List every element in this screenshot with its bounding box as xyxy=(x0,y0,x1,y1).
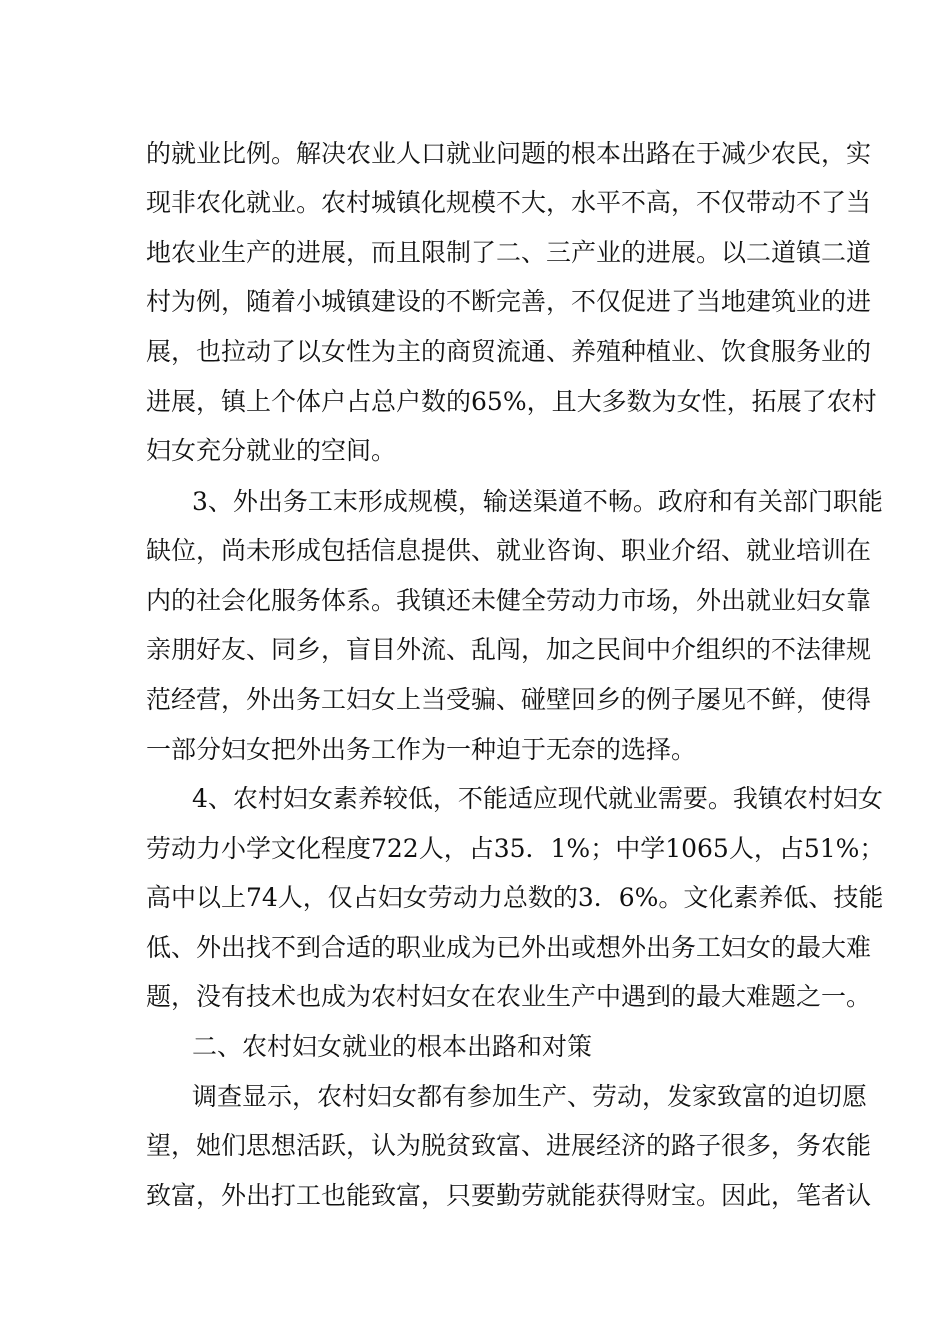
text-line: 题，没有技术也成为农村妇女在农业生产中遇到的最大难题之一。 xyxy=(146,982,872,1011)
text-line: 劳动力小学文化程度722人，占35．1%；中学1065人，占51%； xyxy=(146,834,885,863)
text-line: 亲朋好友、同乡，盲目外流、乱闯，加之民间中介组织的不法律规 xyxy=(146,635,872,664)
text-line: 地农业生产的进展，而且限制了二、三产业的进展。以二道镇二道 xyxy=(146,238,872,267)
text-line: 妇女充分就业的空间。 xyxy=(146,436,397,465)
text-line: 进展，镇上个体户占总户数的65%，且大多数为女性，拓展了农村 xyxy=(146,387,877,416)
text-line: 一部分妇女把外出务工作为一种迫于无奈的选择。 xyxy=(146,735,697,764)
text-line: 范经营，外出务工妇女上当受骗、碰壁回乡的例子屡见不鲜，使得 xyxy=(146,685,872,714)
text-line: 缺位，尚未形成包括信息提供、就业咨询、职业介绍、就业培训在 xyxy=(146,536,872,565)
text-line: 低、外出找不到合适的职业成为已外出或想外出务工妇女的最大难 xyxy=(146,933,872,962)
paragraph-start-line: 4、农村妇女素养较低，不能适应现代就业需要。我镇农村妇女 xyxy=(192,784,883,813)
section-heading: 二、农村妇女就业的根本出路和对策 xyxy=(192,1032,593,1061)
paragraph-start-line: 调查显示，农村妇女都有参加生产、劳动，发家致富的迫切愿 xyxy=(192,1082,868,1111)
text-line: 高中以上74人，仅占妇女劳动力总数的3．6%。文化素养低、技能 xyxy=(146,883,884,912)
text-line: 致富，外出打工也能致富，只要勤劳就能获得财宝。因此，笔者认 xyxy=(146,1181,872,1210)
paragraph-start-line: 3、外出务工末形成规模，输送渠道不畅。政府和有关部门职能 xyxy=(192,487,883,516)
text-line: 内的社会化服务体系。我镇还未健全劳动力市场，外出就业妇女靠 xyxy=(146,586,872,615)
text-line: 现非农化就业。农村城镇化规模不大，水平不高，不仅带动不了当 xyxy=(146,188,872,217)
text-line: 望，她们思想活跃，认为脱贫致富、进展经济的路子很多，务农能 xyxy=(146,1131,872,1160)
text-line: 的就业比例。解决农业人口就业问题的根本出路在于减少农民，实 xyxy=(146,139,872,168)
text-line: 村为例，随着小城镇建设的不断完善，不仅促进了当地建筑业的进 xyxy=(146,287,872,316)
text-line: 展，也拉动了以女性为主的商贸流通、养殖种植业、饮食服务业的 xyxy=(146,337,872,366)
